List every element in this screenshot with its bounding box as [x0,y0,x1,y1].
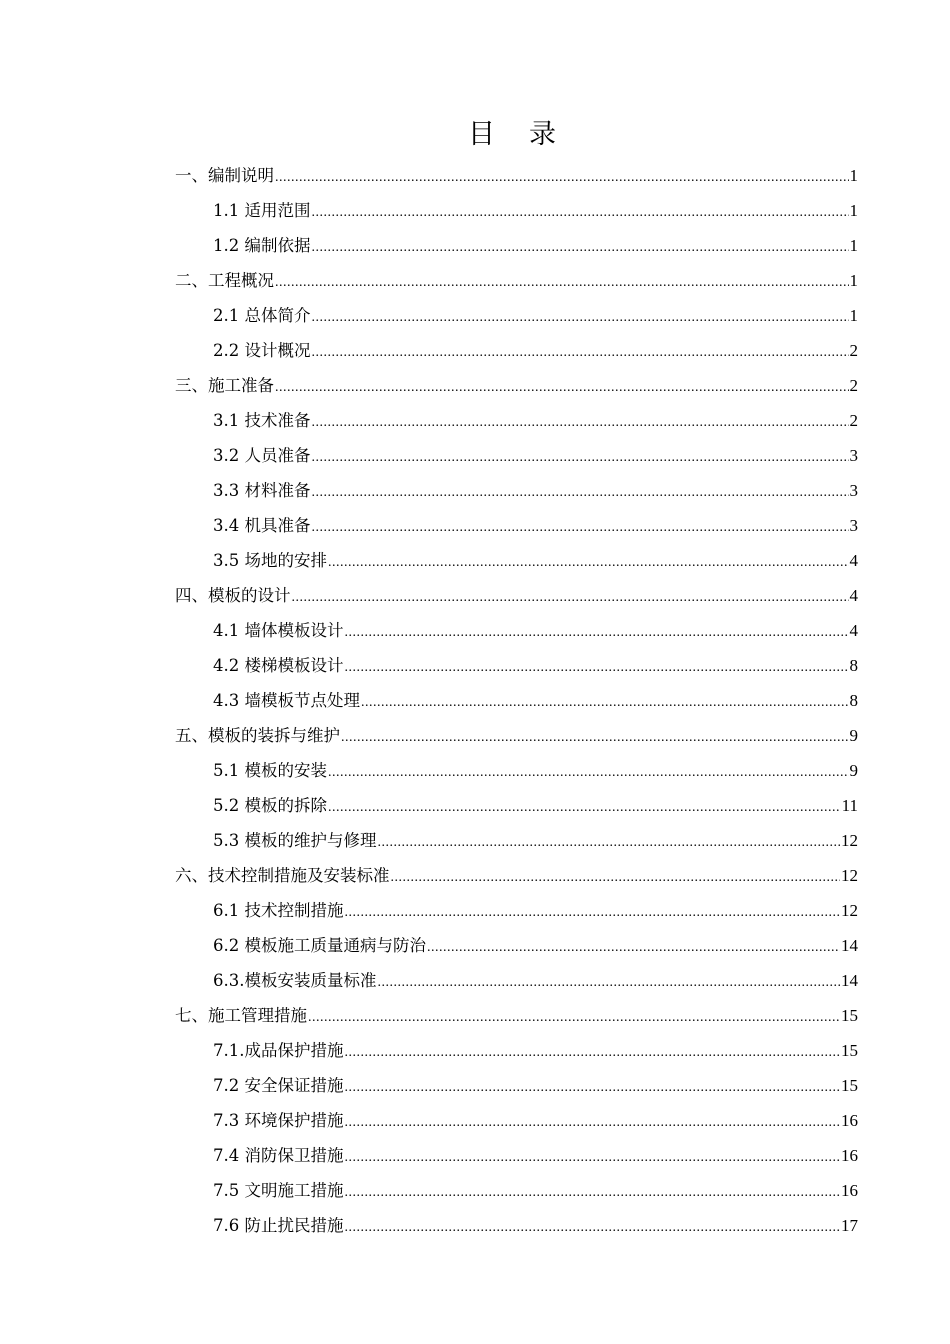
toc-subsection-entry[interactable] [213,543,858,578]
toc-subsection-entry[interactable] [213,963,858,998]
toc-section-entry[interactable] [175,718,858,753]
toc-page-number: 15 [841,1006,858,1025]
toc-dot-leader [345,1140,841,1175]
toc-page-number: 3 [849,446,858,465]
toc-entry-label: 4.1 墙体模板设计 [213,621,344,640]
toc-subsection-entry[interactable] [213,1173,858,1208]
toc-entry-label: 7.2 安全保证措施 [213,1076,344,1095]
toc-page-number: 3 [849,481,858,500]
toc-page-number: 2 [849,376,858,395]
toc-entry-label: 4.2 楼梯模板设计 [213,656,344,675]
toc-dot-leader [361,685,849,720]
page-title [0,112,950,151]
toc-subsection-entry[interactable] [213,1068,858,1103]
toc-entry-label: 6.3.模板安装质量标准 [213,971,377,990]
toc-subsection-entry[interactable] [213,333,858,368]
toc-dot-leader [345,895,841,930]
toc-page-number: 1 [849,271,858,290]
toc-page-number: 2 [849,341,858,360]
toc-dot-leader [345,615,849,650]
toc-subsection-entry[interactable] [213,928,858,963]
toc-section-entry[interactable] [175,998,858,1033]
toc-page-number: 15 [841,1041,858,1060]
toc-section-entry[interactable] [175,858,858,893]
title-char-1: 目 [468,119,495,150]
toc-dot-leader [341,720,849,755]
toc-entry-label: 6.1 技术控制措施 [213,901,344,920]
toc-entry-label: 3.1 技术准备 [213,411,311,430]
toc-entry-label: 二、工程概况 [175,271,274,290]
toc-entry-label: 3.2 人员准备 [213,446,311,465]
toc-entry-label: 7.5 文明施工措施 [213,1181,344,1200]
toc-subsection-entry[interactable] [213,228,858,263]
toc-entry-label: 3.4 机具准备 [213,516,311,535]
toc-dot-leader [345,1175,841,1210]
toc-subsection-entry[interactable] [213,893,858,928]
toc-section-entry[interactable] [175,368,858,403]
toc-entry-label: 六、技术控制措施及安装标准 [175,866,390,885]
toc-page-number: 14 [841,971,858,990]
toc-subsection-entry[interactable] [213,298,858,333]
toc-entry-label: 2.1 总体简介 [213,306,311,325]
toc-entry-label: 三、施工准备 [175,376,274,395]
toc-subsection-entry[interactable] [213,753,858,788]
toc-subsection-entry[interactable] [213,1033,858,1068]
toc-entry-label: 一、编制说明 [175,166,274,185]
toc-dot-leader [312,230,849,265]
toc-dot-leader [345,1070,841,1105]
toc-entry-label: 4.3 墙模板节点处理 [213,691,360,710]
toc-dot-leader [345,650,849,685]
toc-dot-leader [378,825,841,860]
toc-page-number: 3 [849,516,858,535]
toc-dot-leader [378,965,841,1000]
toc-entry-label: 7.1.成品保护措施 [213,1041,344,1060]
toc-dot-leader [345,1210,841,1245]
toc-page-number: 12 [841,901,858,920]
title-char-2: 录 [529,119,556,150]
toc-page-number: 14 [841,936,858,955]
toc-page-number: 16 [841,1146,858,1165]
toc-dot-leader [312,475,849,510]
toc-section-entry[interactable] [175,578,858,613]
toc-dot-leader [328,790,841,825]
toc-page-number: 4 [849,586,858,605]
toc-subsection-entry[interactable] [213,1103,858,1138]
toc-page-number: 16 [841,1111,858,1130]
toc-dot-leader [275,265,849,300]
toc-subsection-entry[interactable] [213,473,858,508]
toc-page-number: 17 [841,1216,858,1235]
toc-page-number: 1 [849,236,858,255]
toc-page-number: 4 [849,551,858,570]
toc-entry-label: 7.3 环境保护措施 [213,1111,344,1130]
toc-dot-leader [312,510,849,545]
toc-subsection-entry[interactable] [213,438,858,473]
toc-page-number: 1 [849,306,858,325]
toc-page-number: 2 [849,411,858,430]
toc-dot-leader [345,1035,841,1070]
toc-entry-label: 7.4 消防保卫措施 [213,1146,344,1165]
toc-page-number: 8 [849,656,858,675]
toc-dot-leader [312,300,849,335]
toc-page-number: 15 [841,1076,858,1095]
toc-dot-leader [328,545,849,580]
toc-subsection-entry[interactable] [213,1208,858,1243]
toc-section-entry[interactable] [175,263,858,298]
toc-page-number: 16 [841,1181,858,1200]
toc-subsection-entry[interactable] [213,508,858,543]
toc-entry-label: 5.3 模板的维护与修理 [213,831,377,850]
toc-subsection-entry[interactable] [213,683,858,718]
toc-subsection-entry[interactable] [213,1138,858,1173]
toc-dot-leader [312,405,849,440]
toc-page-number: 4 [849,621,858,640]
toc-dot-leader [312,440,849,475]
toc-page-number: 8 [849,691,858,710]
toc-subsection-entry[interactable] [213,193,858,228]
toc-entry-label: 3.3 材料准备 [213,481,311,500]
toc-subsection-entry[interactable] [213,788,858,823]
toc-page-number: 1 [849,166,858,185]
toc-subsection-entry[interactable] [213,648,858,683]
toc-entry-label: 1.2 编制依据 [213,236,311,255]
toc-entry-label: 1.1 适用范围 [213,201,311,220]
toc-page-number: 11 [841,796,858,815]
toc-entry-label: 5.1 模板的安装 [213,761,327,780]
toc-entry-label: 2.2 设计概况 [213,341,311,360]
toc-entry-label: 7.6 防止扰民措施 [213,1216,344,1235]
toc-dot-leader [308,1000,840,1035]
toc-subsection-entry[interactable] [213,403,858,438]
toc-entry-label: 四、模板的设计 [175,586,291,605]
toc-entry-label: 3.5 场地的安排 [213,551,327,570]
toc-page-number: 12 [841,831,858,850]
toc-page-number: 12 [841,866,858,885]
toc-dot-leader [275,160,849,195]
toc-entry-label: 5.2 模板的拆除 [213,796,327,815]
toc-dot-leader [312,335,849,370]
toc-entry-label: 七、施工管理措施 [175,1006,307,1025]
toc-entry-label: 6.2 模板施工质量通病与防治 [213,936,426,955]
toc-page-number: 9 [849,726,858,745]
toc-page-number: 9 [849,761,858,780]
toc-dot-leader [292,580,849,615]
toc-dot-leader [391,860,841,895]
toc-dot-leader [345,1105,841,1140]
toc-section-entry[interactable] [175,158,858,193]
toc-dot-leader [312,195,849,230]
toc-entry-label: 五、模板的装拆与维护 [175,726,340,745]
toc-subsection-entry[interactable] [213,613,858,648]
toc-dot-leader [275,370,849,405]
toc-page-number: 1 [849,201,858,220]
toc-dot-leader [328,755,849,790]
toc-dot-leader [427,930,840,965]
toc-subsection-entry[interactable] [213,823,858,858]
